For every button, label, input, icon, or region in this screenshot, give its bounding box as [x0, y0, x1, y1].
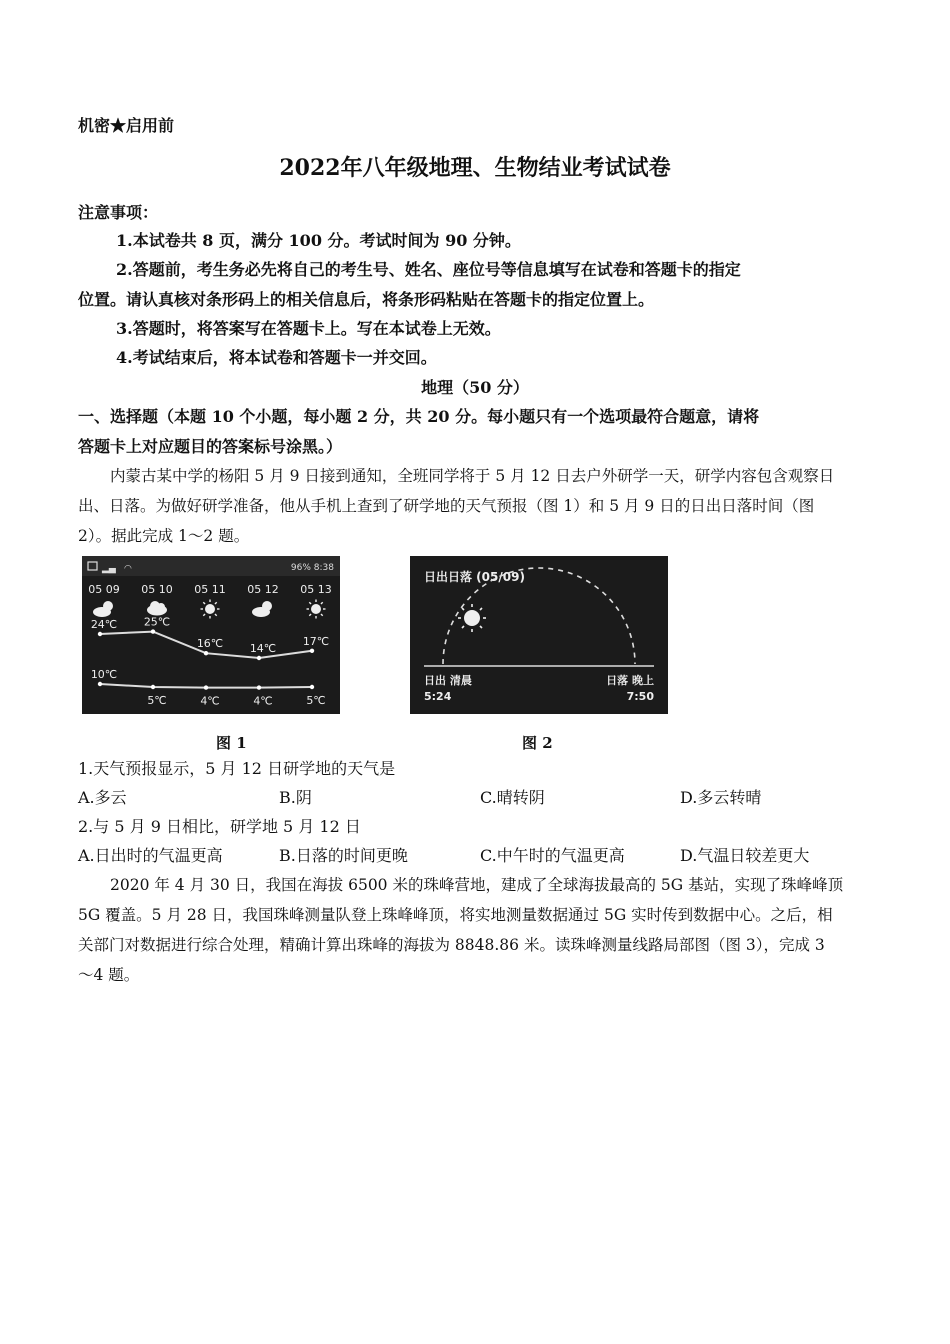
notice-item-4: 4.考试结束后，将本试卷和答题卡一并交回。 — [116, 348, 437, 367]
passage2-line-1: 2020 年 4 月 30 日，我国在海拔 6500 米的珠峰营地，建成了全球海拔最高的 5G 基站，实现了珠峰峰顶 — [110, 876, 844, 894]
wifi-icon: ◠ — [124, 564, 132, 574]
high-point — [310, 649, 314, 653]
notice-item-3: 3.答题时，将答案写在答题卡上。写在本试卷上无效。 — [116, 319, 501, 338]
question-1-option-d: D.多云转晴 — [680, 788, 762, 807]
subject-heading: 地理（50 分） — [421, 378, 529, 397]
question-2-option-a: A.日出时的气温更高 — [78, 846, 223, 865]
sunrise-time: 5:24 — [424, 690, 452, 703]
question-2-stem: 2.与 5 月 9 日相比，研学地 5 月 12 日 — [78, 817, 361, 836]
low-temp-label: 4℃ — [200, 694, 220, 708]
page-title: 2022年八年级地理、生物结业考试试卷 — [279, 155, 671, 181]
forecast-date: 05 10 — [141, 583, 173, 596]
confidential-mark: 机密★启用前 — [78, 116, 175, 135]
high-point — [204, 651, 208, 655]
passage2-line-4: ～4 题。 — [78, 966, 140, 984]
question-1-stem: 1.天气预报显示，5 月 12 日研学地的天气是 — [78, 759, 396, 778]
figure2-title: 日出日落 (05/09) — [424, 570, 525, 584]
part1-instructions-line-1: 一、选择题（本题 10 个小题，每小题 2 分，共 20 分。每小题只有一个选项最符合题意，请将 — [78, 407, 760, 426]
low-point — [204, 685, 208, 689]
cloudy-icon — [252, 601, 272, 617]
high-temp-label: 14℃ — [249, 642, 277, 655]
high-point — [98, 632, 102, 636]
question-2-option-c: C.中午时的气温更高 — [480, 846, 625, 865]
status-right: 96% 8:38 — [290, 563, 334, 573]
low-temp-label: 5℃ — [147, 694, 167, 707]
figure2-caption: 图 2 — [522, 734, 553, 752]
sun-arc-diagram — [410, 556, 668, 714]
forecast-date: 05 12 — [247, 583, 279, 596]
low-temp-label: 5℃ — [306, 694, 326, 707]
passage2-line-3: 关部门对数据进行综合处理，精确计算出珠峰的海拔为 8848.86 米。读珠峰测量线路局部图（图 3），完成 3 — [78, 936, 825, 954]
passage2-line-2: 5G 覆盖。5 月 28 日，我国珠峰测量队登上珠峰峰顶，将实地测量数据通过 5G 实时传到数据中心。之后，相 — [78, 906, 833, 924]
sunset-label: 日落 晚上 — [606, 674, 654, 687]
forecast-date: 05 11 — [194, 583, 226, 596]
overcast-icon — [147, 601, 167, 616]
sun-icon — [458, 604, 486, 632]
notice-heading: 注意事项： — [78, 203, 159, 222]
high-temp-label: 17℃ — [302, 634, 330, 648]
question-1-option-c: C.晴转阴 — [480, 788, 545, 807]
low-point — [257, 685, 261, 689]
cloudy-icon — [93, 601, 113, 617]
part1-instructions-line-2: 答题卡上对应题目的答案标号涂黑。） — [78, 437, 343, 456]
passage1-line-3: 2）。据此完成 1～2 题。 — [78, 527, 250, 545]
notice-item-2-line-1: 2.答题前，考生务必先将自己的考生号、姓名、座位号等信息填写在试卷和答题卡的指定 — [116, 260, 741, 279]
sunrise-sunset-figure — [410, 556, 668, 714]
passage1-line-1: 内蒙古某中学的杨阳 5 月 9 日接到通知，全班同学将于 5 月 12 日去户外研学一天，研学内容包含观察日 — [110, 467, 835, 485]
figure1-caption: 图 1 — [216, 734, 247, 752]
notice-item-2-line-2: 位置。请认真核对条形码上的相关信息后，将条形码粘贴在答题卡的指定位置上。 — [78, 290, 655, 309]
passage1-line-2: 出、日落。为做好研学准备，他从手机上查到了研学地的天气预报（图 1）和 5 月 9 日的日出日落时间（图 — [78, 497, 815, 515]
question-2-option-d: D.气温日较差更大 — [680, 846, 810, 865]
question-2-option-b: B.日落的时间更晚 — [279, 846, 408, 865]
sun-icon — [201, 600, 220, 619]
question-1-option-b: B.阴 — [279, 788, 312, 807]
low-point — [98, 682, 102, 686]
low-temp-label: 4℃ — [253, 694, 273, 708]
sunrise-label: 日出 清晨 — [424, 674, 472, 687]
notice-item-1: 1.本试卷共 8 页，满分 100 分。考试时间为 90 分钟。 — [116, 231, 521, 250]
high-point — [257, 656, 261, 660]
sunset-time: 7:50 — [626, 690, 654, 703]
weather-forecast-figure — [82, 556, 340, 714]
low-point — [310, 685, 314, 689]
high-temp-label: 25℃ — [143, 615, 171, 629]
forecast-date: 05 13 — [300, 583, 332, 596]
forecast-chart — [82, 556, 340, 714]
low-point — [151, 685, 155, 689]
high-temp-label: 24℃ — [90, 618, 118, 631]
signal-icon: ▂▄ — [102, 564, 116, 574]
forecast-date: 05 09 — [88, 583, 120, 596]
low-temp-label: 10℃ — [90, 668, 118, 681]
high-temp-label: 16℃ — [196, 637, 224, 651]
high-point — [151, 629, 155, 633]
sun-icon — [307, 600, 326, 619]
question-1-option-a: A.多云 — [78, 788, 127, 807]
